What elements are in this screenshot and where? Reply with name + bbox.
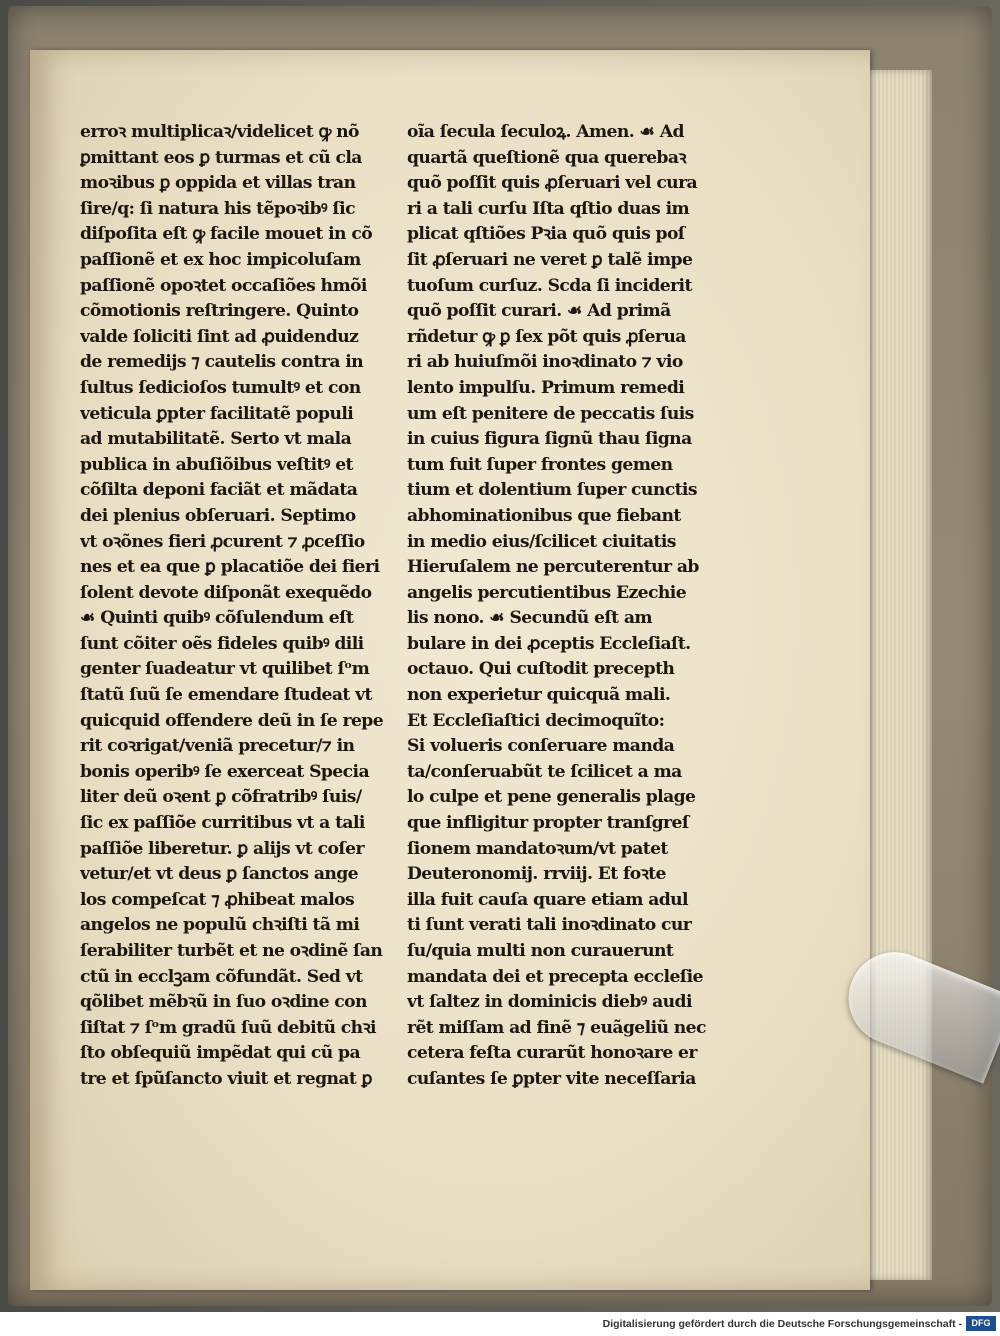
text-line: tuoſum curſuz. Scda ſi inciderit (407, 275, 692, 296)
text-line: vt oꝛõnes fieri ꝓcurent ⁊ ꝓceſſio (80, 531, 365, 552)
text-line: nes et ea que ꝑ placatiõe dei fieri (80, 557, 380, 578)
text-line: los compeſcat ⁊ ꝓhibeat malos (80, 889, 355, 910)
left-text-column (80, 120, 405, 1090)
text-line: illa fuit cauſa quare etiam adul (407, 889, 688, 910)
right-text-column (407, 120, 732, 1090)
text-line: ſolent devote diſponãt exequẽdo (80, 582, 372, 603)
text-line: vt ſaltez in dominicis diebꝰ audi (407, 992, 692, 1013)
text-line: quõ poſſit quis ꝓſeruari vel cura (407, 173, 698, 194)
text-line: cuſantes ſe ꝑpter vite neceſſaria (407, 1068, 696, 1089)
text-line: vetur/et vt deus ꝑ ſanctos ange (80, 864, 359, 885)
text-line: genter ſuadeatur vt quilibet ſᵒm (80, 659, 370, 680)
text-line: non experietur quicquã mali. (407, 685, 671, 706)
text-line: angelos ne populũ chꝛiſti tã mi (80, 915, 360, 936)
text-line: valde ſoliciti ſint ad ꝓuidenduz (80, 326, 359, 347)
text-line: tium et dolentium ſuper cunctis (407, 480, 697, 501)
text-line: in cuius figura ſignũ thau ſigna (407, 429, 692, 450)
text-line: liter deũ oꝛent ꝑ cõfratribꝰ ſuis/ (80, 787, 362, 808)
text-line: oĩa ſecula ſeculoꝝ. Amen. ☙ Ad (407, 122, 684, 142)
text-line: moꝛibus ꝑ oppida et villas tran (80, 173, 356, 194)
text-line: bonis operibꝰ ſe exerceat Specia (80, 761, 369, 782)
dfg-logo: DFG (966, 1316, 996, 1331)
text-line: ſit ꝓſeruari ne veret ꝑ talẽ impe (407, 249, 693, 270)
text-line: ad mutabilitatẽ. Serto vt mala (80, 429, 352, 450)
text-line: tum fuit ſuper frontes gemen (407, 454, 673, 475)
text-line: ſiſtat ⁊ ſᵒm gradũ ſuũ debitũ chꝛi (80, 1017, 376, 1038)
text-line: bulare in dei ꝓceptis Eccleſiaſt. (407, 633, 691, 654)
text-line: que infligitur propter tranſgreſ (407, 813, 689, 834)
text-line: cõmotionis reſtringere. Quinto (80, 301, 359, 322)
text-line: quicquid offendere deũ in ſe repe (80, 710, 384, 731)
text-line: qõlibet mẽbꝛũ in ſuo oꝛdine con (80, 992, 367, 1013)
text-line: ſunt cõiter oẽs fideles quibꝰ dili (80, 633, 364, 654)
text-line: paſſiõe liberetur. ꝑ alijs vt coſer (80, 838, 364, 859)
text-line: ſerabiliter turbẽt et ne oꝛdinẽ ſan (80, 941, 383, 961)
text-line: ti ſunt verati tali inoꝛdinato cur (407, 915, 692, 936)
text-line: veticula ꝑpter facilitatẽ populi (80, 403, 354, 424)
text-line: ſic ex paſſiõe curritibus vt a tali (80, 813, 365, 834)
text-line: Si volueris conſeruare manda (407, 736, 675, 757)
footer-bar (0, 1312, 1000, 1336)
text-line: plicat qſtiões Pꝛia quõ quis poſ (407, 224, 685, 245)
text-line: quõ poſſit curari. ☙ Ad primã (407, 301, 671, 322)
text-line: ſu/quia multi non curauerunt (407, 941, 674, 961)
text-line: in medio eius/ſcilicet ciuitatis (407, 531, 676, 552)
text-line: ri ab huiuſmõi inoꝛdinato ⁊ vio (407, 352, 683, 373)
text-line: Et Eccleſiaſtici decimoquĩto: (407, 710, 665, 731)
text-line: ſionem mandatoꝛum/vt patet (407, 838, 668, 859)
text-line: de remedijs ⁊ cautelis contra in (80, 352, 364, 373)
text-line: ſultus ſedicioſos tumultꝰ et con (80, 377, 361, 398)
text-line: ctũ in ecclꝫam cõfundãt. Sed vt (80, 966, 363, 987)
text-line: ſire/q: ſi natura his tẽpoꝛibꝰ ſic (80, 198, 355, 219)
text-line: um eſt penitere de peccatis ſuis (407, 403, 694, 424)
text-line: quartã queſtionẽ qua querebaꝛ (407, 147, 686, 168)
text-line: paſſionẽ opoꝛtet occaſiões hmõi (80, 275, 367, 296)
text-line: rñdetur ꝙ ꝑ ſex põt quis ꝓſerua (407, 326, 686, 347)
page-edges (860, 70, 932, 1280)
text-line: ꝑmittant eos ꝑ turmas et cũ cla (80, 147, 362, 168)
text-line: rit coꝛrigat/veniã precetur/⁊ in (80, 736, 355, 757)
text-line: mandata dei et precepta eccleſie (407, 966, 703, 987)
text-line: cetera feſta curarũt honoꝛare er (407, 1043, 697, 1064)
text-line: erroꝛ multiplicaꝛ/videlicet ꝙ nõ (80, 122, 359, 142)
text-line: lento impulſu. Primum remedi (407, 377, 685, 398)
text-line: ☙ Quinti quibꝰ cõſulendum eſt (80, 608, 354, 629)
text-line: ri a tali curſu Iſta qſtio duas im (407, 198, 690, 219)
text-line: ſtatũ ſuũ ſe emendare ſtudeat vt (80, 685, 372, 706)
text-line: rẽt miſſam ad finẽ ⁊ euãgeliũ nec (407, 1017, 706, 1038)
text-line: tre et ſpũſancto viuit et regnat ꝑ (80, 1068, 372, 1089)
text-line: ta/conſeruabũt te ſcilicet a ma (407, 761, 682, 782)
text-line: angelis percutientibus Ezechie (407, 582, 687, 603)
text-line: Deuteronomij. rrviij. Et foꝛte (407, 864, 666, 885)
text-line: dei plenius obſeruari. Septimo (80, 505, 356, 526)
text-line: diſpoſita eſt ꝙ facile mouet in cõ (80, 224, 373, 245)
text-line: cõſilta deponi faciãt et mãdata (80, 480, 358, 501)
text-line: ſto obſequiũ impẽdat qui cũ pa (80, 1043, 360, 1064)
text-line: lo culpe et pene generalis plage (407, 787, 696, 808)
footer-credit: Digitalisierung gefördert durch die Deutsche Forschungsgemeinschaft - (602, 1318, 962, 1330)
text-line: Hieruſalem ne percuterentur ab (407, 557, 699, 578)
text-line: abhominationibus que fiebant (407, 505, 681, 526)
text-line: lis nono. ☙ Secundũ eſt am (407, 608, 652, 629)
text-line: octauo. Qui cuſtodit precepth (407, 659, 675, 680)
text-line: paſſionẽ et ex hoc impicoluſam (80, 249, 361, 270)
text-line: publica in abuſiõibus veſtitꝰ et (80, 454, 353, 475)
